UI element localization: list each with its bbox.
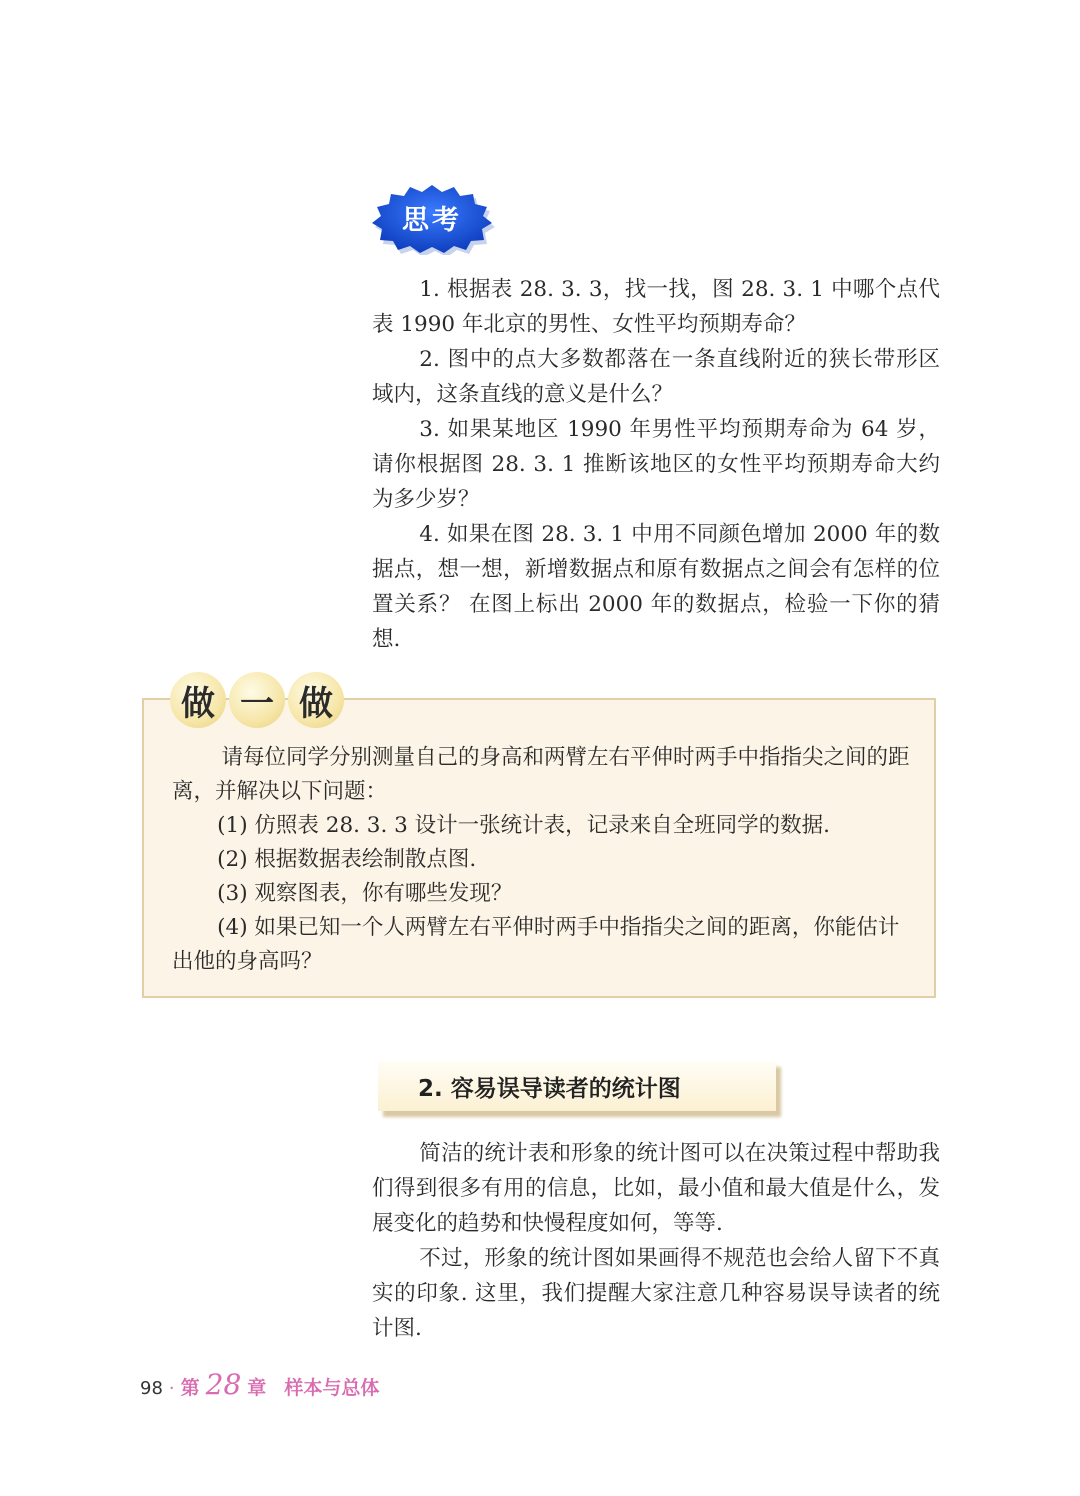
chapter-number: 28 — [205, 1368, 242, 1401]
do-it-step: (2) 根据数据表绘制散点图. — [217, 847, 477, 872]
question-item: 3. 如果某地区 1990 年男性平均预期寿命为 64 岁，请你根据图 28. 3. 1 推断该地区的女性平均预期寿命大约为多少岁？ — [372, 417, 940, 512]
question-item: 4. 如果在图 28. 3. 1 中用不同颜色增加 2000 年的数据点，想一想，新增数据点和原有数据点之间会有怎样的位置关系？ 在图上标出 2000 年的数据点，检验一下你的猜想. — [372, 522, 940, 652]
think-badge — [368, 183, 496, 255]
think-questions — [372, 272, 940, 657]
chapter-title: 样本与总体 — [284, 1377, 380, 1399]
section-heading: 2. 容易误导读者的统计图 — [378, 1061, 776, 1111]
footer-separator: · — [168, 1378, 175, 1399]
do-it-step: (1) 仿照表 28. 3. 3 设计一张统计表，记录来自全班同学的数据. — [217, 813, 830, 838]
think-badge-label: 思考 — [402, 204, 462, 236]
body-paragraph: 不过，形象的统计图如果画得不规范也会给人留下不真实的印象. 这里，我们提醒大家注意几种容易误导读者的统计图. — [372, 1246, 940, 1341]
do-it-title-char: 一 — [229, 672, 285, 728]
do-it-intro: 请每位同学分别测量自己的身高和两臂左右平伸时两手中指指尖之间的距离，并解决以下问题： — [172, 745, 910, 804]
do-it-title-char: 做 — [288, 672, 344, 728]
do-it-title — [170, 672, 347, 728]
do-it-step: (4) 如果已知一个人两臂左右平伸时两手中指指尖之间的距离，你能估计出他的身高吗？ — [172, 915, 900, 974]
chapter-suffix: 章 — [247, 1377, 267, 1399]
do-it-title-char: 做 — [170, 672, 226, 728]
body-paragraph: 简洁的统计表和形象的统计图可以在决策过程中帮助我们得到很多有用的信息，比如，最小值和最大值是什么，发展变化的趋势和快慢程度如何，等等. — [372, 1141, 940, 1236]
page-footer — [140, 1368, 379, 1400]
question-item: 1. 根据表 28. 3. 3，找一找，图 28. 3. 1 中哪个点代表 1990 年北京的男性、女性平均预期寿命？ — [372, 277, 940, 337]
section-body — [372, 1136, 940, 1346]
chapter-prefix: 第 — [180, 1377, 200, 1399]
do-it-text — [172, 741, 912, 979]
question-item: 2. 图中的点大多数都落在一条直线附近的狭长带形区域内，这条直线的意义是什么？ — [372, 347, 940, 407]
page-number: 98 — [140, 1378, 163, 1399]
do-it-step: (3) 观察图表，你有哪些发现？ — [217, 881, 513, 906]
